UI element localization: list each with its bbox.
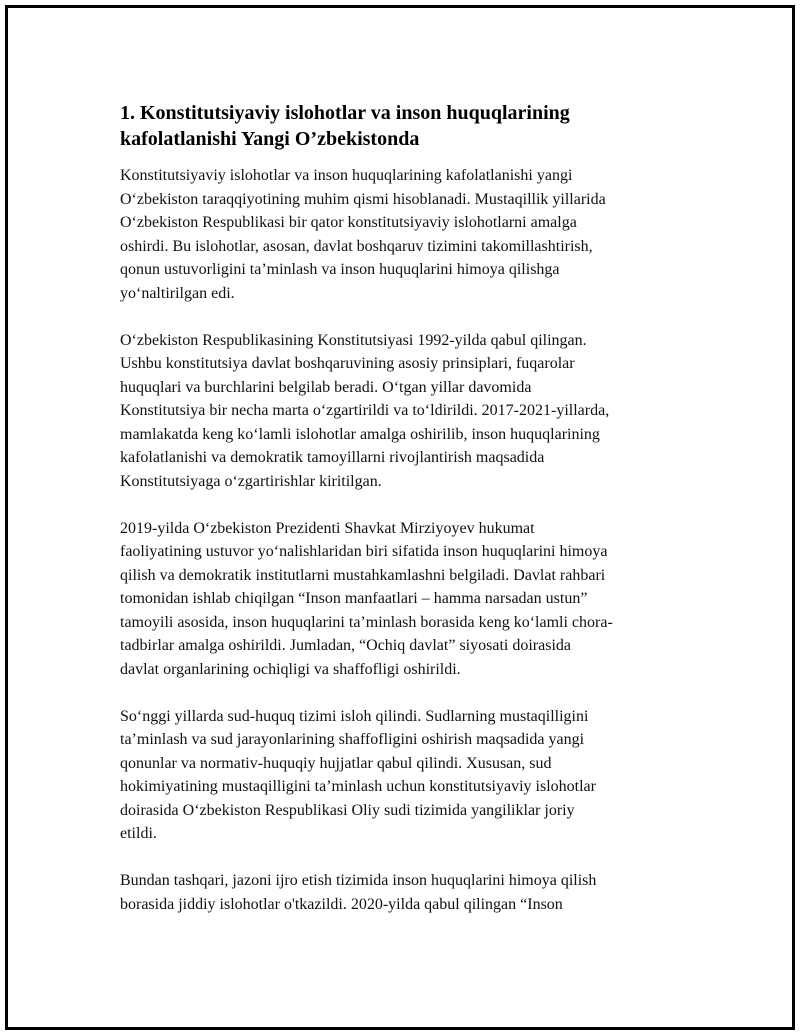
page-frame	[5, 5, 795, 1030]
paragraph-3: 2019-yilda O‘zbekiston Prezidenti Shavkat Mirziyoyev hukumat faoliyatining ustuvor yo‘nalishlaridan biri sifatida inson huquqlarini himoya qilish va demokratik institutlarni mustahkamlashni belgiladi. Davlat rahbari tomonidan ishlab chiqilgan “Inson manfaatlari – hamma narsadan ustun” tamoyili asosida, inson huquqlarini ta’minlash borasida keng ko‘lamli chora- tadbirlar amalga oshirildi. Jumladan, “Ochiq davlat” siyosati doirasida davlat organlarining ochiqligi va shaffofligi oshirildi.	[120, 519, 613, 678]
section-heading: 1. Konstitutsiyaviy islohotlar va inson huquqlarining kafolatlanishi Yangi O’zbekistonda	[120, 102, 570, 150]
paragraph-1: Konstitutsiyaviy islohotlar va inson huquqlarining kafolatlanishi yangi O‘zbekiston taraqqiyotining muhim qismi hisoblanadi. Mustaqillik yillarida O‘zbekiston Respublikasi bir qator konstitutsiyaviy islohotlarni amalga oshirdi. Bu islohotlar, asosan, davlat boshqaruv tizimini takomillashtirish, qonun ustuvorligini ta’minlash va inson huquqlarini himoya qilishga yo‘naltirilgan edi.	[120, 167, 606, 302]
paragraph-4: So‘nggi yillarda sud-huquq tizimi isloh qilindi. Sudlarning mustaqilligini ta’minlash va sud jarayonlarining shaffofligini oshirish maqsadida yangi qonunlar va normativ-huquqiy hujjatlar qabul qilindi. Xususan, sud hokimiyatining mustaqilligini ta’minlash uchun konstitutsiyaviy islohotlar doirasida O‘zbekiston Respublikasi Oliy sudi tizimida yangiliklar joriy etildi.	[120, 707, 596, 842]
paragraph-2: O‘zbekiston Respublikasining Konstitutsiyasi 1992-yilda qabul qilingan. Ushbu konstitutsiya davlat boshqaruvining asosiy prinsiplari, fuqarolar huquqlari va burchlarini belgilab beradi. O‘tgan yillar davomida Konstitutsiya bir necha marta o‘zgartirildi va to‘ldirildi. 2017-2021-yillarda, mamlakatda keng ko‘lamli islohotlar amalga oshirilib, inson huquqlarining kafolatlanishi va demokratik tamoyillarni rivojlantirish maqsadida Konstitutsiyaga o‘zgartirishlar kiritilgan.	[120, 331, 610, 490]
document-body	[120, 100, 680, 940]
paragraph-5: Bundan tashqari, jazoni ijro etish tizimida inson huquqlarini himoya qilish borasida jiddiy islohotlar o'tkazildi. 2020-yilda qabul qilingan “Inson	[120, 872, 597, 913]
